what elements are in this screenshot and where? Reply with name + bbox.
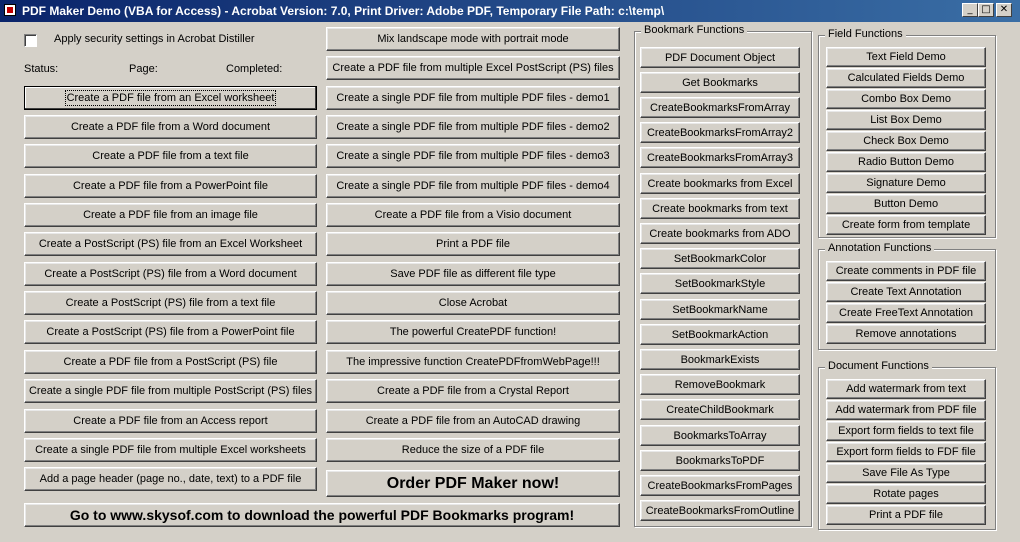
- access-report-to-pdf-button[interactable]: Create a PDF file from an Access report: [24, 409, 317, 433]
- bookmarks-to-array-button[interactable]: BookmarksToArray: [640, 425, 800, 446]
- close-button[interactable]: ✕: [996, 3, 1012, 17]
- set-bookmark-color-button[interactable]: SetBookmarkColor: [640, 248, 800, 269]
- word-to-pdf-button[interactable]: Create a PDF file from a Word document: [24, 115, 317, 139]
- create-bookmarks-from-excel-button[interactable]: Create bookmarks from Excel: [640, 173, 800, 194]
- list-box-demo-button[interactable]: List Box Demo: [826, 110, 986, 130]
- add-page-header-button[interactable]: Add a page header (page no., date, text) to a PDF file: [24, 467, 317, 491]
- button-demo-button[interactable]: Button Demo: [826, 194, 986, 214]
- print-pdf-button[interactable]: Print a PDF file: [326, 232, 620, 256]
- calculated-fields-demo-button[interactable]: Calculated Fields Demo: [826, 68, 986, 88]
- remove-bookmark-button[interactable]: RemoveBookmark: [640, 374, 800, 395]
- minimize-button[interactable]: _: [962, 3, 978, 17]
- set-bookmark-name-button[interactable]: SetBookmarkName: [640, 299, 800, 320]
- crystal-report-to-pdf-button[interactable]: Create a PDF file from a Crystal Report: [326, 379, 620, 403]
- word-to-ps-button[interactable]: Create a PostScript (PS) file from a Word document: [24, 262, 317, 286]
- security-settings-checkbox[interactable]: [24, 34, 37, 47]
- add-watermark-text-button[interactable]: Add watermark from text: [826, 379, 986, 399]
- merge-pdf-demo4-button[interactable]: Create a single PDF file from multiple PDF files - demo4: [326, 174, 620, 198]
- excel-to-pdf-button[interactable]: Create a PDF file from an Excel worksheet: [24, 86, 317, 110]
- reduce-pdf-size-button[interactable]: Reduce the size of a PDF file: [326, 438, 620, 462]
- remove-annotations-button[interactable]: Remove annotations: [826, 324, 986, 344]
- title-bar: [0, 0, 1020, 22]
- powerpoint-to-pdf-button[interactable]: Create a PDF file from a PowerPoint file: [24, 174, 317, 198]
- create-text-annotation-button[interactable]: Create Text Annotation: [826, 282, 986, 302]
- excel-to-ps-button[interactable]: Create a PostScript (PS) file from an Excel Worksheet: [24, 232, 317, 256]
- rotate-pages-button[interactable]: Rotate pages: [826, 484, 986, 504]
- create-bookmarks-from-array2-button[interactable]: CreateBookmarksFromArray2: [640, 122, 800, 143]
- annotation-functions-title: Annotation Functions: [825, 242, 934, 254]
- field-functions-title: Field Functions: [825, 28, 906, 40]
- ps-to-pdf-button[interactable]: Create a PDF file from a PostScript (PS) file: [24, 350, 317, 374]
- create-pdf-function-button[interactable]: The powerful CreatePDF function!: [326, 320, 620, 344]
- bookmark-functions-title: Bookmark Functions: [641, 24, 747, 36]
- security-settings-label: Apply security settings in Acrobat Distiller: [54, 33, 255, 45]
- get-bookmarks-button[interactable]: Get Bookmarks: [640, 72, 800, 93]
- completed-label: Completed:: [226, 63, 283, 75]
- multiple-ps-to-pdf-button[interactable]: Create a single PDF file from multiple PostScript (PS) files: [24, 379, 317, 403]
- visio-to-pdf-button[interactable]: Create a PDF file from a Visio document: [326, 203, 620, 227]
- document-functions-title: Document Functions: [825, 360, 932, 372]
- bookmarks-to-pdf-button[interactable]: BookmarksToPDF: [640, 450, 800, 471]
- create-bookmarks-from-array3-button[interactable]: CreateBookmarksFromArray3: [640, 147, 800, 168]
- app-icon[interactable]: [4, 4, 16, 16]
- create-comments-button[interactable]: Create comments in PDF file: [826, 261, 986, 281]
- create-bookmarks-from-outline-button[interactable]: CreateBookmarksFromOutline: [640, 500, 800, 521]
- create-bookmarks-from-array-button[interactable]: CreateBookmarksFromArray: [640, 97, 800, 118]
- pdf-document-object-button[interactable]: PDF Document Object: [640, 47, 800, 68]
- status-label: Status:: [24, 63, 59, 75]
- powerpoint-to-ps-button[interactable]: Create a PostScript (PS) file from a PowerPoint file: [24, 320, 317, 344]
- set-bookmark-action-button[interactable]: SetBookmarkAction: [640, 324, 800, 345]
- text-to-ps-button[interactable]: Create a PostScript (PS) file from a text file: [24, 291, 317, 315]
- save-as-file-type-button[interactable]: Save PDF file as different file type: [326, 262, 620, 286]
- page-label: Page:: [129, 63, 158, 75]
- add-watermark-pdf-button[interactable]: Add watermark from PDF file: [826, 400, 986, 420]
- create-bookmarks-from-text-button[interactable]: Create bookmarks from text: [640, 198, 800, 219]
- merge-pdf-demo1-button[interactable]: Create a single PDF file from multiple PDF files - demo1: [326, 86, 620, 110]
- set-bookmark-style-button[interactable]: SetBookmarkStyle: [640, 273, 800, 294]
- mix-landscape-portrait-button[interactable]: Mix landscape mode with portrait mode: [326, 27, 620, 51]
- create-child-bookmark-button[interactable]: CreateChildBookmark: [640, 399, 800, 420]
- check-box-demo-button[interactable]: Check Box Demo: [826, 131, 986, 151]
- merge-pdf-demo3-button[interactable]: Create a single PDF file from multiple PDF files - demo3: [326, 144, 620, 168]
- signature-demo-button[interactable]: Signature Demo: [826, 173, 986, 193]
- text-field-demo-button[interactable]: Text Field Demo: [826, 47, 986, 67]
- merge-pdf-demo2-button[interactable]: Create a single PDF file from multiple PDF files - demo2: [326, 115, 620, 139]
- combo-box-demo-button[interactable]: Combo Box Demo: [826, 89, 986, 109]
- image-to-pdf-button[interactable]: Create a PDF file from an image file: [24, 203, 317, 227]
- export-fields-text-button[interactable]: Export form fields to text file: [826, 421, 986, 441]
- order-pdf-maker-button[interactable]: Order PDF Maker now!: [326, 470, 620, 497]
- download-bookmarks-button[interactable]: Go to www.skysof.com to download the powerful PDF Bookmarks program!: [24, 503, 620, 527]
- create-form-from-template-button[interactable]: Create form from template: [826, 215, 986, 235]
- print-pdf-file-button[interactable]: Print a PDF file: [826, 505, 986, 525]
- save-file-as-type-button[interactable]: Save File As Type: [826, 463, 986, 483]
- maximize-button[interactable]: □: [978, 3, 994, 17]
- autocad-to-pdf-button[interactable]: Create a PDF file from an AutoCAD drawing: [326, 409, 620, 433]
- create-bookmarks-from-ado-button[interactable]: Create bookmarks from ADO: [640, 223, 800, 244]
- window-title: PDF Maker Demo (VBA for Access) - Acrobat Version: 7.0, Print Driver: Adobe PDF, Temporary File Path: c:\temp\: [22, 4, 665, 18]
- radio-button-demo-button[interactable]: Radio Button Demo: [826, 152, 986, 172]
- create-bookmarks-from-pages-button[interactable]: CreateBookmarksFromPages: [640, 475, 800, 496]
- close-acrobat-button[interactable]: Close Acrobat: [326, 291, 620, 315]
- create-freetext-annotation-button[interactable]: Create FreeText Annotation: [826, 303, 986, 323]
- text-to-pdf-button[interactable]: Create a PDF file from a text file: [24, 144, 317, 168]
- multiple-excel-to-pdf-button[interactable]: Create a single PDF file from multiple Excel worksheets: [24, 438, 317, 462]
- bookmark-exists-button[interactable]: BookmarkExists: [640, 349, 800, 370]
- multiple-excel-ps-to-pdf-button[interactable]: Create a PDF file from multiple Excel PostScript (PS) files: [326, 56, 620, 80]
- export-fields-fdf-button[interactable]: Export form fields to FDF file: [826, 442, 986, 462]
- create-pdf-from-webpage-button[interactable]: The impressive function CreatePDFfromWebPage!!!: [326, 350, 620, 374]
